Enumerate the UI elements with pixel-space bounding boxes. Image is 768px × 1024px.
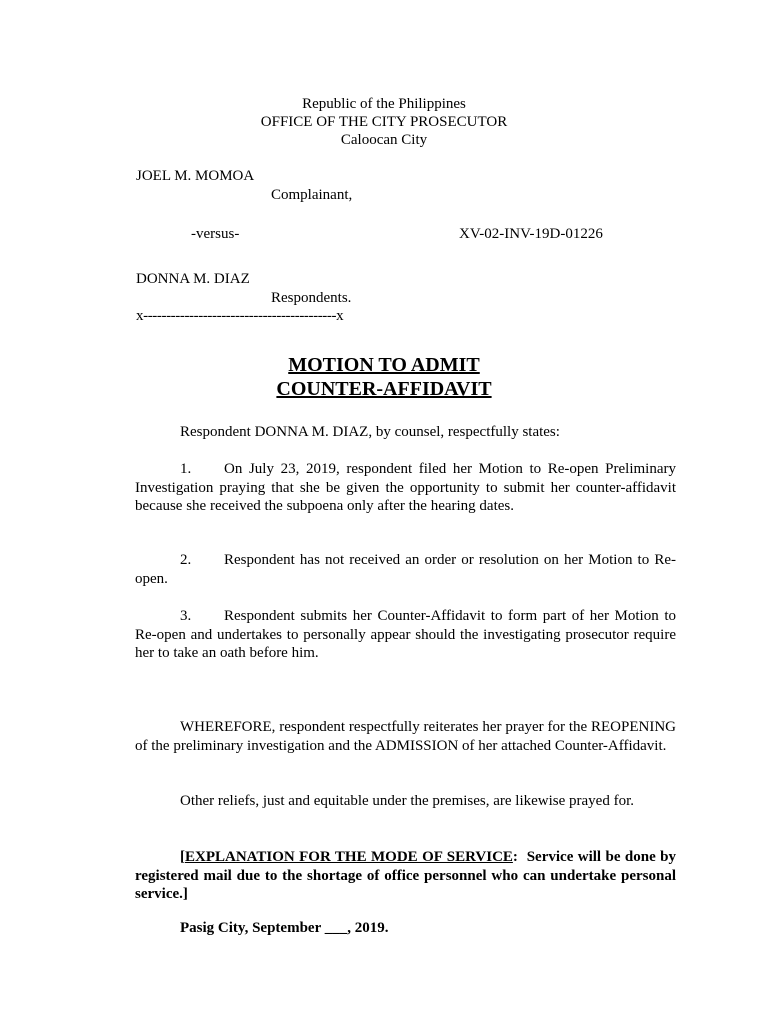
wherefore-paragraph: WHEREFORE, respondent respectfully reiterates her prayer for the REOPENING of the preliminary investigation and the ADMISSION of her attached Counter-Affidavit. [135, 719, 676, 754]
case-number: XV-02-INV-19D-01226 [459, 226, 603, 242]
intro-statement: Respondent DONNA M. DIAZ, by counsel, respectfully states: [180, 424, 560, 440]
explanation-text: Service will be done by registered mail due to the shortage of office personnel who can undertake personal service.] [135, 849, 676, 902]
paragraph-3 [135, 607, 676, 663]
complainant-name: JOEL M. MOMOA [136, 168, 255, 184]
header-office: OFFICE OF THE CITY PROSECUTOR [260, 114, 508, 130]
motion-title-line1: MOTION TO ADMIT [288, 354, 480, 376]
motion-title-line2: COUNTER-AFFIDAVIT [276, 378, 492, 400]
paragraph-text: Respondent has not received an order or resolution on her Motion to Re-open. [135, 552, 676, 587]
place-date: Pasig City, September ___, 2019. [180, 920, 389, 936]
paragraph-2 [135, 551, 676, 588]
paragraph-text: On July 23, 2019, respondent filed her Motion to Re-open Preliminary Investigation praying that she be given the opportunity to submit her counter-affidavit because she received the subpoena only after the hearing dates. [135, 461, 676, 514]
paragraph-number: 2. [180, 552, 192, 568]
versus-label: -versus- [191, 226, 240, 242]
paragraph-1 [135, 460, 676, 516]
explanation-paragraph [135, 848, 676, 904]
respondent-name: DONNA M. DIAZ [136, 271, 250, 287]
paragraph-number: 3. [180, 608, 192, 624]
header-republic: Republic of the Philippines [302, 96, 466, 112]
explanation-colon: : [512, 849, 518, 865]
paragraph-number: 1. [180, 461, 192, 477]
header-city: Caloocan City [340, 132, 428, 148]
other-reliefs-paragraph: Other reliefs, just and equitable under the premises, are likewise prayed for. [180, 793, 635, 809]
caption-separator: x------------------------------------------x [136, 308, 344, 324]
explanation-open-bracket: [ [180, 849, 185, 865]
respondent-role: Respondents. [271, 290, 352, 306]
paragraph-text: Respondent submits her Counter-Affidavit to form part of her Motion to Re-open and undertakes to personally appear should the investigating prosecutor require her to take an oath before him. [135, 608, 676, 661]
complainant-role: Complainant, [271, 187, 353, 203]
explanation-heading: EXPLANATION FOR THE MODE OF SERVICE [185, 849, 513, 865]
